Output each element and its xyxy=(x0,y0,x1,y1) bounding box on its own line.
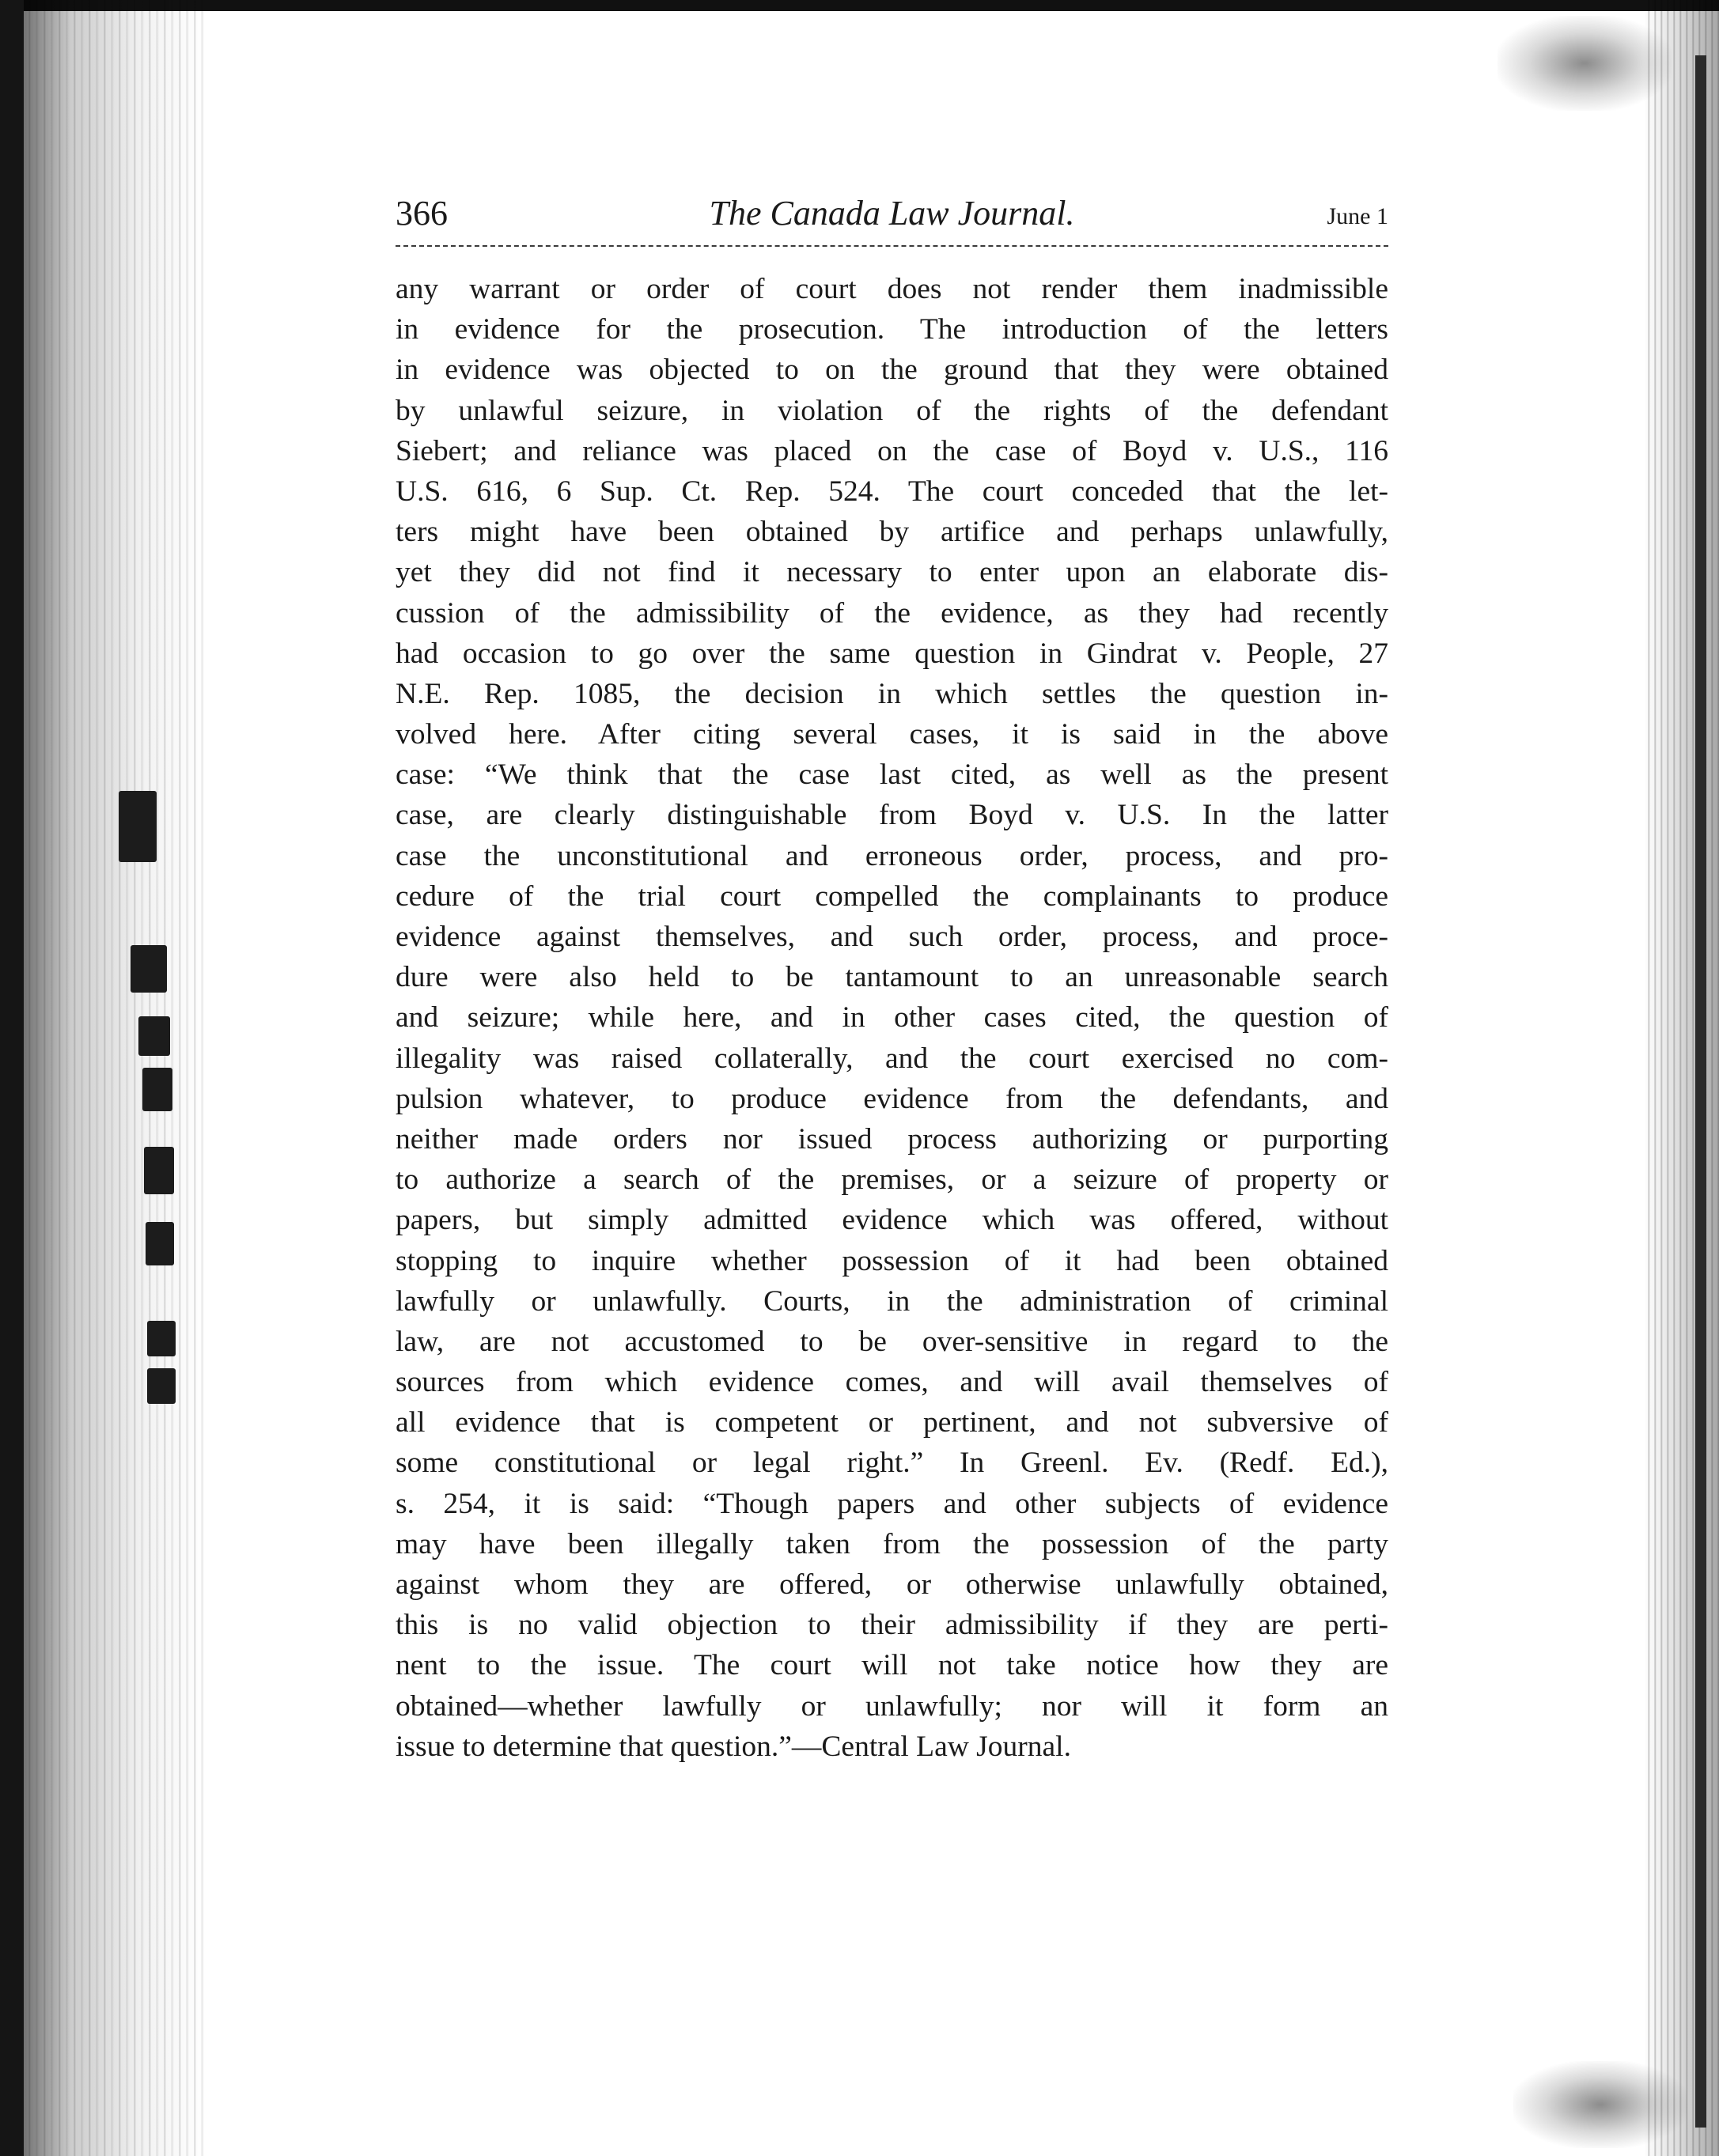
scan-left-edge xyxy=(0,0,24,2156)
text-line: had occasion to go over the same question in Gindrat v. People, 27 xyxy=(396,637,1388,670)
scan-top-edge xyxy=(0,0,1719,11)
text-line: volved here. After citing several cases, it is said in the above xyxy=(396,718,1388,751)
text-line: nent to the issue. The court will not take notice how they are xyxy=(396,1649,1388,1682)
text-line: stopping to inquire whether possession of it had been obtained xyxy=(396,1244,1388,1277)
text-line: illegality was raised collaterally, and the court exercised no com- xyxy=(396,1042,1388,1075)
scan-right-edge xyxy=(1644,0,1719,2156)
text-line: neither made orders nor issued process authorizing or purporting xyxy=(396,1122,1388,1156)
text-line: s. 254, it is said: “Though papers and other subjects of evidence xyxy=(396,1487,1388,1520)
text-line: obtained—whether lawfully or unlawfully; nor will it form an xyxy=(396,1689,1388,1723)
page xyxy=(396,190,1388,1767)
text-line: this is no valid objection to their admissibility if they are perti- xyxy=(396,1609,1388,1642)
binding-mark xyxy=(146,1222,174,1265)
text-line: cedure of the trial court compelled the complainants to produce xyxy=(396,879,1388,913)
text-line: ters might have been obtained by artifice and perhaps unlawfully, xyxy=(396,516,1388,549)
binding-mark xyxy=(138,1016,170,1056)
issue-date: June 1 xyxy=(1327,203,1388,229)
binding-mark xyxy=(131,945,167,993)
binding-shadow xyxy=(24,0,206,2156)
text-line: by unlawful seizure, in violation of the rights of the defendant xyxy=(396,394,1388,427)
text-line: case the unconstitutional and erroneous order, process, and pro- xyxy=(396,839,1388,872)
text-line: dure were also held to be tantamount to an unreasonable search xyxy=(396,961,1388,994)
binding-mark xyxy=(144,1147,174,1194)
text-line: may have been illegally taken from the possession of the party xyxy=(396,1527,1388,1560)
binding-mark xyxy=(147,1321,176,1356)
text-line: yet they did not find it necessary to enter upon an elaborate dis- xyxy=(396,556,1388,589)
text-line: U.S. 616, 6 Sup. Ct. Rep. 524. The court conceded that the let- xyxy=(396,475,1388,508)
binding-mark xyxy=(142,1068,172,1111)
text-line: case, are clearly distinguishable from Boyd v. U.S. In the latter xyxy=(396,799,1388,832)
text-line: in evidence was objected to on the ground that they were obtained xyxy=(396,354,1388,387)
corner-smudge-top-right xyxy=(1497,16,1672,111)
page-number: 366 xyxy=(396,194,448,233)
text-line: in evidence for the prosecution. The introduction of the letters xyxy=(396,313,1388,346)
text-line: issue to determine that question.”—Central Law Journal. xyxy=(396,1730,1071,1763)
binding-mark xyxy=(119,791,157,862)
text-line: N.E. Rep. 1085, the decision in which settles the question in- xyxy=(396,677,1388,710)
text-line: law, are not accustomed to be over-sensitive in regard to the xyxy=(396,1325,1388,1358)
text-line: pulsion whatever, to produce evidence from the defendants, and xyxy=(396,1082,1388,1115)
text-line: any warrant or order of court does not render them inadmissible xyxy=(396,273,1388,305)
text-line: sources from which evidence comes, and will avail themselves of xyxy=(396,1366,1388,1399)
text-line: cussion of the admissibility of the evidence, as they had recently xyxy=(396,596,1388,630)
corner-smudge-bottom-right xyxy=(1513,2061,1687,2148)
binding-mark xyxy=(147,1368,176,1404)
text-line: lawfully or unlawfully. Courts, in the administration of criminal xyxy=(396,1284,1388,1318)
text-line: to authorize a search of the premises, or a seizure of property or xyxy=(396,1163,1388,1197)
text-line: and seizure; while here, and in other cases cited, the question of xyxy=(396,1001,1388,1035)
text-line: Siebert; and reliance was placed on the case of Boyd v. U.S., 116 xyxy=(396,434,1388,467)
article-body xyxy=(396,269,1388,1767)
text-line: against whom they are offered, or otherwise unlawfully obtained, xyxy=(396,1568,1388,1601)
journal-title: The Canada Law Journal. xyxy=(709,194,1075,233)
text-line: papers, but simply admitted evidence which was offered, without xyxy=(396,1204,1388,1237)
text-line: some constitutional or legal right.” In Greenl. Ev. (Redf. Ed.), xyxy=(396,1447,1388,1480)
text-line: all evidence that is competent or pertinent, and not subversive of xyxy=(396,1406,1388,1439)
scan-right-border xyxy=(1695,55,1706,2128)
running-head xyxy=(396,190,1388,247)
text-line: case: “We think that the case last cited, as well as the present xyxy=(396,758,1388,792)
text-line: evidence against themselves, and such order, process, and proce- xyxy=(396,921,1388,953)
